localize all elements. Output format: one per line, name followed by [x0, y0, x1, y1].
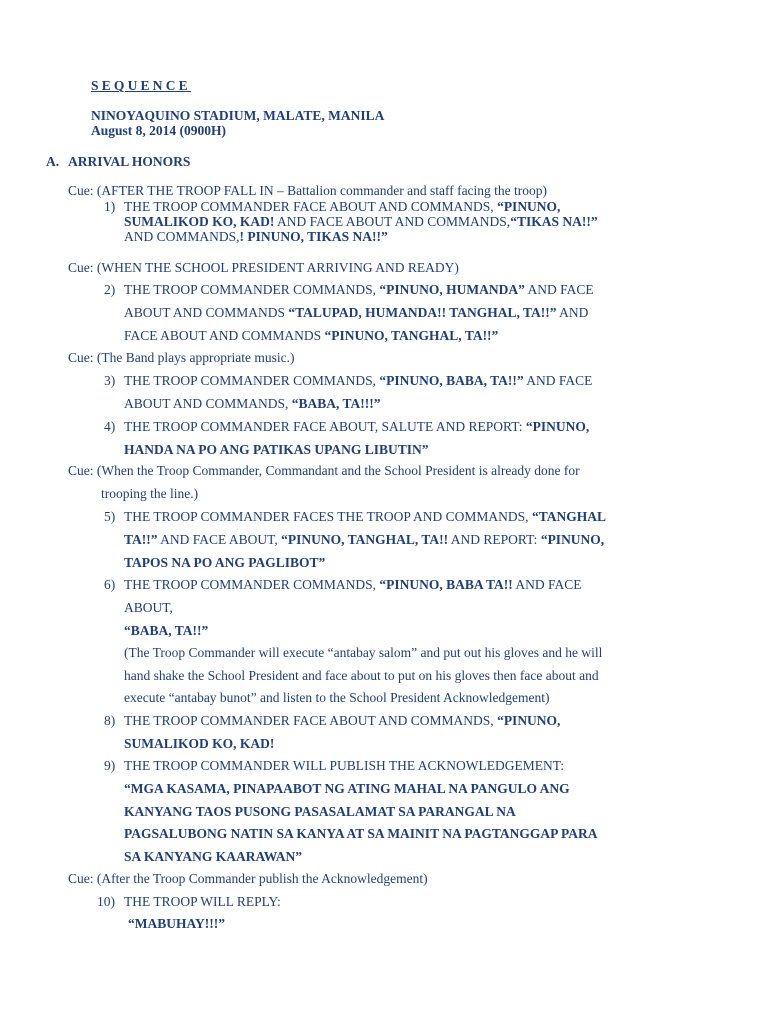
command-text: “BABA, TA!!!” — [291, 396, 381, 411]
command-text: ! PINUNO, TIKAS NA!!” — [239, 229, 388, 244]
step-text: AND FACE — [523, 373, 593, 388]
step-text: AND REPORT: — [448, 532, 541, 547]
cue-text: trooping the line.) — [101, 486, 199, 501]
step-text: THE TROOP COMMANDER COMMANDS, — [124, 577, 380, 592]
command-text: “PINUNO, — [497, 199, 561, 214]
page-title: SEQUENCE — [91, 78, 191, 93]
command-text: TAPOS NA PO ANG PAGLIBOT” — [124, 555, 326, 570]
step-number: 6) — [104, 577, 116, 592]
command-text: “PINUNO, HUMANDA” — [379, 282, 525, 297]
command-text: HANDA NA PO ANG PATIKAS UPANG LIBUTIN” — [124, 442, 429, 457]
step-number: 5) — [104, 509, 116, 524]
cue-text: Cue: (WHEN THE SCHOOL PRESIDENT ARRIVING AND READY) — [68, 260, 459, 275]
reply-text: “MABUHAY!!!” — [128, 916, 225, 931]
step-number: 3) — [104, 373, 116, 388]
step-line — [124, 282, 594, 298]
step-text: THE TROOP WILL REPLY: — [124, 894, 281, 909]
venue-line: NINOYAQUINO STADIUM, MALATE, MANILA — [91, 108, 385, 123]
step-line — [124, 509, 606, 525]
step-text: THE TROOP COMMANDER COMMANDS, — [124, 282, 380, 297]
step-note: execute “antabay bunot” and listen to the School President Acknowledgement) — [124, 690, 550, 705]
step-number: 10) — [97, 894, 115, 909]
command-text: SUMALIKOD KO, KAD! — [124, 214, 275, 229]
cue-text: Cue: (When the Troop Commander, Commandant and the School President is already done for — [68, 463, 580, 478]
section-title: ARRIVAL HONORS — [68, 154, 191, 169]
step-text: AND FACE — [512, 577, 582, 592]
step-text: THE TROOP COMMANDER WILL PUBLISH THE ACKNOWLEDGEMENT: — [124, 758, 565, 773]
step-line — [124, 328, 498, 344]
command-text: “PINUNO, BABA TA!! — [379, 577, 513, 592]
cue-text: Cue: (The Band plays appropriate music.) — [68, 350, 295, 365]
command-text: “BABA, TA!!” — [124, 623, 209, 638]
command-text: “TALUPAD, HUMANDA!! TANGHAL, TA!!” — [288, 305, 557, 320]
acknowledgement-text: “MGA KASAMA, PINAPAABOT NG ATING MAHAL NA PANGULO ANG — [124, 781, 570, 796]
step-line — [124, 373, 592, 389]
step-number: 1) — [104, 199, 116, 214]
acknowledgement-text: PAGSALUBONG NATIN SA KANYA AT SA MAINIT NA PAGTANGGAP PARA — [124, 826, 598, 841]
step-text: THE TROOP COMMANDER FACES THE TROOP AND COMMANDS, — [124, 509, 532, 524]
step-text: THE TROOP COMMANDER FACE ABOUT AND COMMANDS, — [124, 199, 498, 214]
step-text: AND FACE ABOUT AND COMMANDS, — [274, 214, 511, 229]
step-line — [124, 214, 598, 230]
command-text: “PINUNO, TANGHAL, TA!!” — [324, 328, 499, 343]
step-note: (The Troop Commander will execute “antabay salom” and put out his gloves and he will — [124, 645, 603, 660]
command-text: “PINUNO, — [540, 532, 605, 547]
step-note: hand shake the School President and face about to put on his gloves then face about and — [124, 668, 599, 683]
step-line — [124, 577, 582, 593]
command-text: “PINUNO, BABA, TA!!” — [379, 373, 524, 388]
command-text: “TANGHAL — [531, 509, 606, 524]
section-letter: A. — [46, 154, 60, 169]
step-text: ABOUT AND COMMANDS, — [124, 396, 292, 411]
acknowledgement-text: KANYANG TAOS PUSONG PASASALAMAT SA PARANGAL NA — [124, 804, 516, 819]
step-text: THE TROOP COMMANDER COMMANDS, — [124, 373, 380, 388]
step-line — [124, 396, 381, 412]
step-line — [124, 229, 388, 245]
step-number: 8) — [104, 713, 116, 728]
command-text: SUMALIKOD KO, KAD! — [124, 736, 275, 751]
command-text: “PINUNO, TANGHAL, TA!! — [281, 532, 449, 547]
step-line — [124, 199, 560, 215]
step-text: ABOUT AND COMMANDS — [124, 305, 289, 320]
step-text: AND FACE ABOUT, — [157, 532, 282, 547]
command-text: TA!!” — [124, 532, 158, 547]
step-text: THE TROOP COMMANDER FACE ABOUT, SALUTE AND REPORT: — [124, 419, 526, 434]
step-text: AND FACE — [524, 282, 594, 297]
step-text: FACE ABOUT AND COMMANDS — [124, 328, 325, 343]
command-text: “PINUNO, — [497, 713, 561, 728]
cue-text: Cue: (AFTER THE TROOP FALL IN – Battalion commander and staff facing the troop) — [68, 183, 548, 198]
step-number: 4) — [104, 419, 116, 434]
step-line — [124, 713, 560, 729]
step-line — [124, 419, 589, 435]
step-line — [124, 532, 604, 548]
step-number: 2) — [104, 282, 116, 297]
command-text: “TIKAS NA!!” — [510, 214, 598, 229]
acknowledgement-text: SA KANYANG KAARAWAN” — [124, 849, 303, 864]
step-number: 9) — [104, 758, 116, 773]
step-text: AND COMMANDS, — [124, 229, 240, 244]
date-line: August 8, 2014 (0900H) — [91, 123, 227, 138]
step-text: THE TROOP COMMANDER FACE ABOUT AND COMMANDS, — [124, 713, 498, 728]
step-line — [124, 305, 588, 321]
step-text: ABOUT, — [124, 600, 173, 615]
step-text: AND — [556, 305, 589, 320]
command-text: “PINUNO, — [525, 419, 590, 434]
cue-text: Cue: (After the Troop Commander publish the Acknowledgement) — [68, 871, 428, 886]
